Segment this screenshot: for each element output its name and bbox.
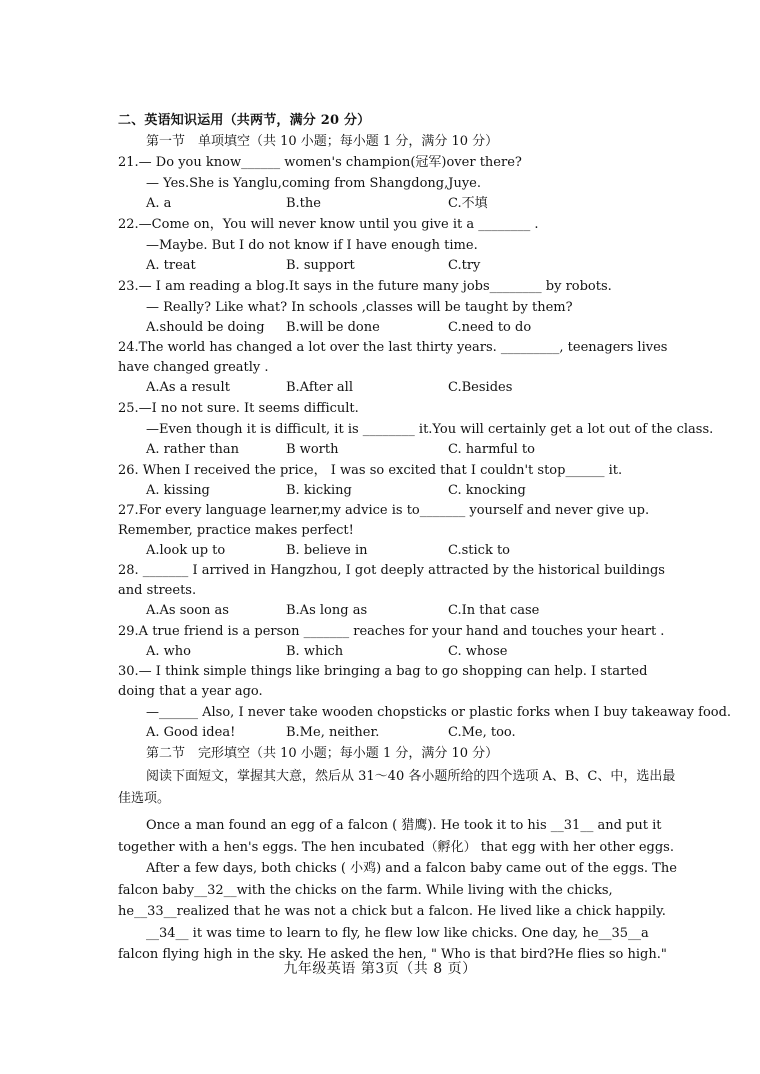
option-a: A.As soon as (146, 603, 229, 618)
cloze-paragraph: Once a man found an egg of a falcon ( 猎鹰). He took it to his __31__ and put it together with a hen's eggs. The hen incubated（孵化） that egg with her other eggs. (118, 818, 674, 855)
question-23 (118, 276, 688, 338)
option-b: B.As long as (286, 603, 368, 618)
option-b: B.the (286, 196, 321, 211)
options-row (146, 723, 688, 743)
option-c: C.不填 (448, 196, 488, 211)
part1-title: 第一节 单项填空（共 10 小题；每小题 1 分，满分 10 分） (146, 134, 499, 149)
option-b: B. kicking (286, 483, 352, 498)
option-c: C.try (448, 258, 481, 273)
option-c: C. knocking (448, 483, 526, 498)
option-b: B.After all (286, 380, 353, 395)
option-c: C. harmful to (448, 442, 535, 457)
question-text: 28. _______ I arrived in Hangzhou, I got deeply attracted by the historical buildings and streets. (118, 563, 665, 598)
question-text: 22.—Come on，You will never know until you give it a ________ . (118, 217, 539, 232)
part2-title: 第二节 完形填空（共 10 小题；每小题 1 分，满分 10 分） (146, 746, 499, 761)
option-b: B. believe in (286, 543, 368, 558)
question-text: 29.A true friend is a person _______ reaches for your hand and touches your heart . (118, 624, 665, 639)
question-22 (118, 214, 688, 276)
option-b: B.Me, neither. (286, 725, 380, 740)
question-list (118, 152, 732, 743)
options-row (146, 194, 688, 214)
options-row (146, 256, 688, 276)
options-row (146, 378, 688, 398)
options-row (146, 318, 688, 338)
cloze-instruction: 阅读下面短文，掌握其大意，然后从 31～40 各小题所给的四个选项 A、B、C、中，选出最佳选项。 (118, 769, 676, 806)
options-row (146, 440, 688, 460)
question-text: 27.For every language learner,my advice is to_______ yourself and never give up. Remember, practice makes perfect! (118, 503, 650, 538)
question-24 (118, 338, 688, 398)
page-footer: 九年级英语 第3页（共 8 页） (283, 961, 477, 977)
question-text: 26. When I received the price， I was so excited that I couldn't stop______ it. (118, 463, 623, 478)
options-row (146, 642, 688, 662)
question-27 (118, 501, 688, 561)
option-c: C. whose (448, 644, 508, 659)
option-c: C.In that case (448, 603, 540, 618)
question-30 (118, 662, 732, 743)
option-b: B. which (286, 644, 344, 659)
question-text: 21.— Do you know______ women's champion(冠军)over there? (118, 155, 522, 170)
question-25 (118, 398, 714, 460)
option-a: A. kissing (146, 483, 210, 498)
cloze-passage (118, 815, 688, 966)
option-a: A. who (146, 644, 191, 659)
question-text: —Maybe. But I do not know if I have enough time. (146, 238, 478, 253)
option-a: A. a (146, 196, 172, 211)
option-b: B. support (286, 258, 355, 273)
question-text: — Yes.She is Yanglu,coming from Shangdong,Juye. (146, 176, 482, 191)
option-a: A.As a result (146, 380, 230, 395)
option-c: C.Besides (448, 380, 513, 395)
option-a: A.should be doing (146, 320, 265, 335)
question-text: 24.The world has changed a lot over the last thirty years. _________, teenagers lives have changed greatly . (118, 340, 668, 375)
option-c: C.stick to (448, 543, 511, 558)
options-row (146, 481, 688, 501)
cloze-paragraph: __34__ it was time to learn to fly, he flew low like chicks. One day, he__35__a falcon flying high in the sky. He asked the hen, " Who is that bird?He flies so high." (118, 925, 667, 962)
page-content (118, 110, 732, 966)
question-text: —______ Also, I never take wooden chopsticks or plastic forks when I buy takeaway food. (146, 705, 732, 720)
option-a: A. Good idea! (146, 725, 236, 740)
option-c: C.need to do (448, 320, 532, 335)
question-text: 30.— I think simple things like bringing a bag to go shopping can help. I started doing that a year ago. (118, 664, 648, 699)
cloze-paragraph: After a few days, both chicks ( 小鸡) and a falcon baby came out of the eggs. The falcon baby__32__with the chicks on the farm. While living with the chicks, he__33__realized that he was not a chick but a falcon. He lived like a chick happily. (118, 861, 677, 919)
options-row (146, 541, 688, 561)
question-text: 23.— I am reading a blog.It says in the future many jobs________ by robots. (118, 279, 612, 294)
option-a: A.look up to (146, 543, 226, 558)
option-b: B worth (286, 442, 339, 457)
section-title: 二、英语知识运用（共两节，满分 20 分） (118, 113, 371, 128)
option-c: C.Me, too. (448, 725, 516, 740)
option-a: A. rather than (146, 442, 239, 457)
option-b: B.will be done (286, 320, 380, 335)
option-a: A. treat (146, 258, 196, 273)
question-text: — Really? Like what? In schools ,classes will be taught by them? (146, 300, 573, 315)
question-26 (118, 460, 688, 501)
options-row (146, 601, 688, 621)
question-21 (118, 152, 688, 214)
question-text: —Even though it is difficult, it is ________ it.You will certainly get a lot out of the class. (146, 422, 714, 437)
question-29 (118, 621, 688, 662)
question-28 (118, 561, 688, 621)
question-text: 25.—I no not sure. It seems difficult. (118, 401, 359, 416)
